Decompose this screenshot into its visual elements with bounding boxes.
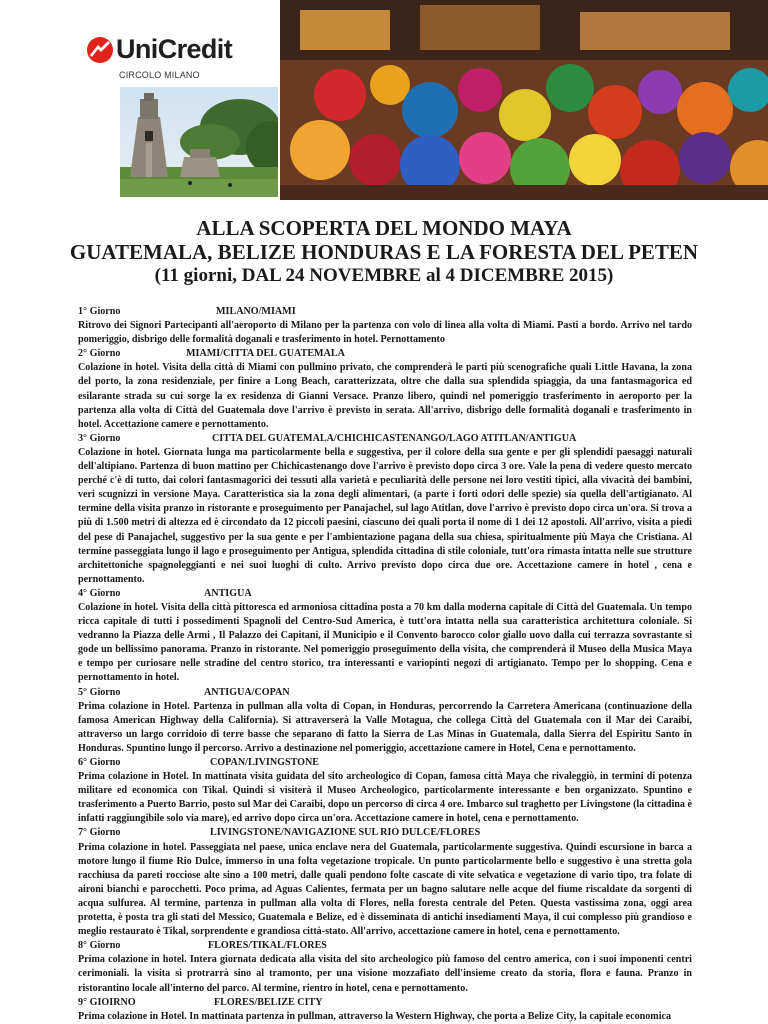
day-title: COPAN/LIVINGSTONE: [210, 757, 319, 768]
day-description: Prima colazione in hotel. Passeggiata nel paese, unica enclave nera del Guatemala, particolarmente suggestiva. Quindi escursione in barca a motore lungo il fiume Rio Dulce, immerso in una folta vegetazione tropicale. Un punto particolarmente bello e suggestivo è una stretta gola racchiusa da pareti rocciose alte sino a 100 metri, dalle quali pendono folte cascate di vite selvatica e vegetazione di vario tipo, tra folate di aironi bianchi e parocchetti. Poco prima, ad Aguas Calientes, fermata per un bagno salutare nelle acque del fiume riscaldate da sorgenti di acqua sulfurea. Al termine, partenza in pullman alla volta di Flores, nella foresta centrale del Peten. Questa vastissima zona, oggi area protetta, è posta tra gli stati del Messico, Guatemala e Belize, ed è disseminata di antichi insediamenti Maya, il cui complesso più grandioso e meglio restaurato è Tikal, sorprendente e grandiosa città-stato. All'arrivo, accettazione camere in hotel, cena e pernottamento.: [78, 841, 692, 938]
trip-dates: (11 giorni, DAL 24 NOVEMBRE al 4 DICEMBRE 2015): [154, 265, 614, 286]
brand-name: UniCredit: [116, 34, 233, 64]
day-heading: [78, 432, 692, 446]
day-number: 9° GIOIRNO: [78, 996, 136, 1008]
day-number: 4° Giorno: [78, 587, 121, 599]
day-heading: [78, 996, 692, 1010]
day-description: Prima colazione in Hotel. Partenza in pullman alla volta di Copan, in Honduras, percorrendo la Carretera Americana (continuazione della famosa American Highway della California). Si attraverserà la Valle Motagua, che collega Città del Guatemala con il Mar dei Caraibi, attraverso un largo corridoio di terre basse che separano di fatto la Sierra de Las Minas in Guatemala, dalla Sierra del Espiritu Santo in Honduras. Spuntino lungo il percorso. Arrivo a destinazione nel pomeriggio, accettazione camere in Hotel, Cena e pernottamento.: [78, 700, 692, 754]
day-title: ANTIGUA: [204, 587, 252, 599]
day-description: Prima colazione in Hotel. In mattinata partenza in pullman, attraverso la Western Highway, che porta a Belize City, la capitale economica: [78, 1010, 672, 1022]
day-number: 5° Giorno: [78, 686, 121, 698]
market-photo: [280, 0, 768, 200]
day-title: LIVINGSTONE/NAVIGAZIONE SUL RIO DULCE/FLORES: [210, 827, 481, 839]
day-title: CITTA DEL GUATEMALA/CHICHICASTENANGO/LAGO ATITLAN/ANTIGUA: [212, 432, 577, 444]
day-title: MIAMI/CITTA DEL GUATEMALA: [186, 348, 345, 360]
day-description: Colazione in hotel. Giornata lunga ma particolarmente bella e suggestiva, per il colore della sua gente e per gli splendidi paesaggi naturali dell'altipiano. Partenza di buon mattino per Chichicastenango dove l'arrivo è previsto dopo circa 3 ore. Vale la pena di vedere questo mercato perché c'è di tutto, dai colori fantasmagorici dei tessuti alla varietà e peculiarità delle persone nei loro vestiti tipici, alla vivacità dei bambini, veri scugnizzi in versione Maya. Caratteristica sia la zona degli alimentari, (a parte i forti odori delle spezie) sia quella dell'artigianato. Al termine della visita pranzo in ristorante e proseguimento per Panajachel, sul lago Atitlan, dove l'arrivo è previsto dopo circa un'ora. Si trova a più di 1.500 metri di altezza ed è circondato da 12 piccoli paesini, ciascuno dei quali porta il nome di 1 dei 12 apostoli. All'arrivo, visita a piedi del pese di Panajachel, suggestivo per la sua gente e per l'ambientazione pagana della sua chiesa, spiritualmente più Maya che Cristiana. Al termine passeggiata lungo il lago e proseguimento per Antigua, splendida cittadina di stile coloniale, tutt'ora rimasta intatta nelle sue strutture architettoniche spagnoleggianti e nei suoi luoghi di culto. Arrivo previsto dopo circa due ore. Accettazione camere in hotel , cena e pernottamento.: [78, 446, 692, 585]
tikal-ruins-photo: [120, 87, 278, 197]
unicredit-logo: [86, 32, 246, 82]
trip-subtitle: GUATEMALA, BELIZE HONDURAS E LA FORESTA DEL PETEN: [69, 240, 699, 264]
day-number: 8° Giorno: [78, 940, 121, 952]
itinerary: [78, 305, 692, 1024]
day-number: 6° Giorno: [78, 757, 121, 768]
day-description: Colazione in hotel. Visita della città pittoresca ed armoniosa cittadina posta a 70 km dalla moderna capitale di Città del Guatemala. Un tempo ricca capitale di tutti i possedimenti Spagnoli del Centro-Sud America, è tutt'ora intatta nella sua caratteristica architettura coloniale. Si vedranno la Piazza delle Armi , Il Palazzo dei Capitani, il Municipio e il Convento barocco color giallo uovo dalla cui terrazza sovrastante si gode un bellissimo panorama. Pranzo in ristorante. Nel pomeriggio proseguimento della visita, che comprenderà il Museo della Musica Maya e tempo per curiosare nelle stradine del centro storico, tra interessanti e variopinti negozi di artigianato. Tempo per lo shopping. Cena e pernottamento in hotel.: [78, 601, 692, 684]
day-number: 2° Giorno: [78, 348, 121, 360]
day-number: 1° Giorno: [78, 306, 121, 317]
day-heading: [78, 305, 692, 319]
day-description: Prima colazione in hotel. Intera giornata dedicata alla visita del sito archeologico più famoso del centro america, con i suoi imponenti centri cerimoniali. la visita si protrarrà sino al tramonto, per una visione mozzafiato dell'insieme creato da storia, flora e fauna. Pranzo in ristorantino locale all'interno del parco. Al termine, rientro in hotel, cena e pernottamento.: [78, 954, 692, 994]
day-heading: [78, 587, 692, 601]
day-description: Colazione in hotel. Visita della città di Miami con pullmino privato, che comprenderà le parti più scenografiche quali Little Havana, la zona del porto, la zona residenziale, per finire a Long Beach, caratterizzata, oltre che dalla sua splendida spiaggia, da una fantasmagorica ed esilarante strada su cui sorge la ex residenza di Gianni Versace. Pranzo libero, quindi nel pomeriggio trasferimento in aeroporto per la partenza alla volta di Città del Guatemala dove l'arrivo è previsto in serata. All'arrivo, disbrigo delle formalità doganali e trasferimento in hotel. Accettazione camere e pernottamento.: [78, 362, 692, 430]
day-heading: [78, 347, 692, 361]
day-title: FLORES/BELIZE CITY: [214, 996, 323, 1008]
trip-title: ALLA SCOPERTA DEL MONDO MAYA: [196, 216, 572, 240]
day-title: MILANO/MIAMI: [216, 306, 296, 317]
brand-subtitle: CIRCOLO MILANO: [119, 70, 200, 80]
day-description: Prima colazione in Hotel. In mattinata visita guidata del sito archeologico di Copan, famosa città Maya che rivaleggiò, in termini di potenza militare ed economica con Tikal. Quindi si visiterà il Museo Archeologico, particolarmente interessante e ben organizzato. Spuntino e trasferimento a Puerto Barrio, posto sul Mar dei Caraibi, dopo un percorso di circa 4 ore. Imbarco sul traghetto per Livingstone (la cittadina è infatti raggiungibile solo via mare), ed arrivo dopo circa un'ora. Accettazione camere in hotel, cena e pernottamento.: [78, 771, 692, 825]
day-title: FLORES/TIKAL/FLORES: [208, 940, 327, 952]
day-title: ANTIGUA/COPAN: [204, 686, 290, 698]
day-number: 7° Giorno: [78, 827, 121, 839]
unicredit-logo-icon: [86, 36, 114, 64]
day-heading: [78, 826, 692, 840]
day-number: 3° Giorno: [78, 432, 121, 444]
day-heading: [78, 686, 692, 700]
day-heading: [78, 756, 692, 770]
day-heading: [78, 939, 692, 953]
day-description: Ritrovo dei Signori Partecipanti all'aeroporto di Milano per la partenza con volo di linea alla volta di Miami. Pasti a bordo. Arrivo nel tardo pomeriggio, disbrigo delle formalità doganali e trasferimento in hotel. Pernottamento: [78, 320, 692, 346]
